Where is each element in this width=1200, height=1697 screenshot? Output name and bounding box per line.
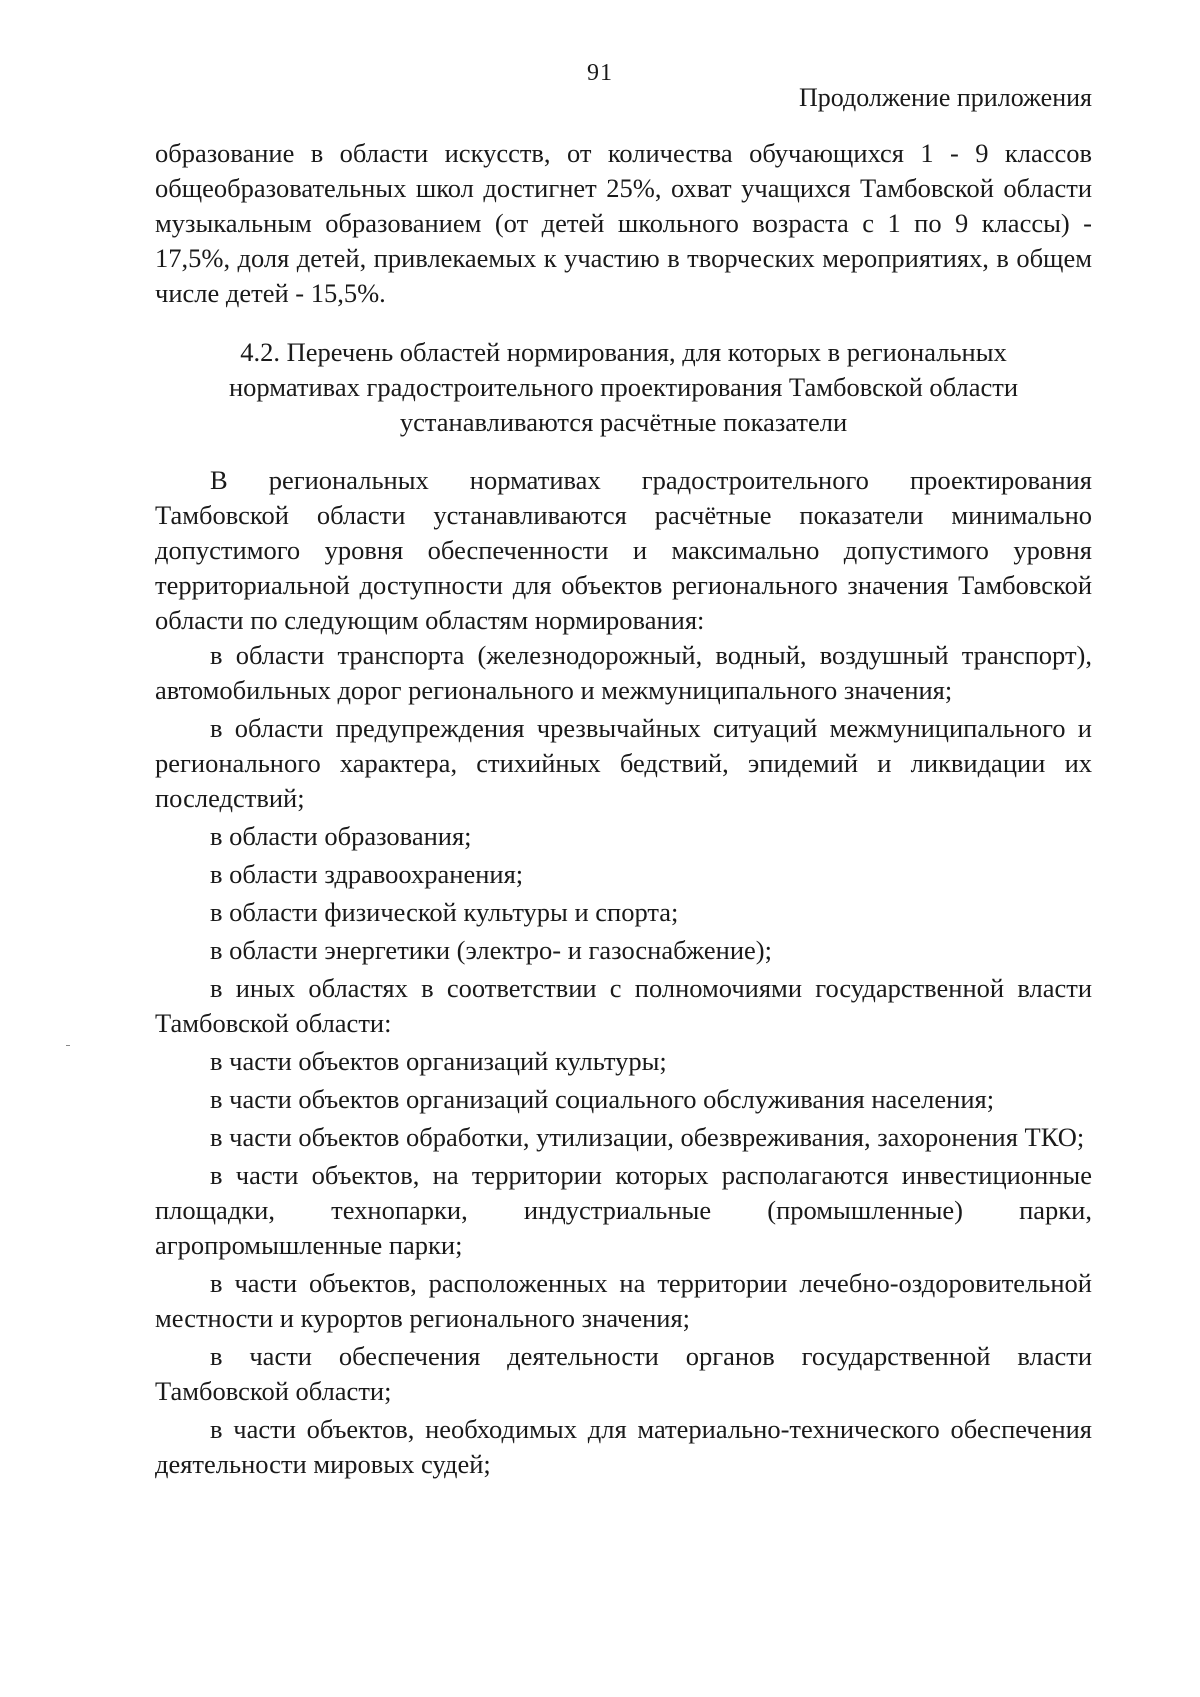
section-heading-line: нормативах градостроительного проектирования Тамбовской области [228,372,1019,402]
list-item: в области физической культуры и спорта; [210,897,679,927]
list-item: в части обеспечения деятельности органов государственной власти Тамбовской области; [155,1341,1092,1406]
list-item: в части объектов, расположенных на территории лечебно-оздоровительной местности и курортов регионального значения; [155,1268,1092,1333]
list-item: в области предупреждения чрезвычайных ситуаций межмуниципального и регионального характера, стихийных бедствий, эпидемий и ликвидации их последствий; [155,713,1092,813]
list-item: в части объектов, на территории которых располагаются инвестиционные площадки, технопарки, индустриальные (промышленные) парки, агропромышленные парки; [155,1160,1092,1260]
page-number: 91 [587,60,613,86]
list-item: в области энергетики (электро- и газоснабжение); [210,935,772,965]
list-item: в области образования; [210,821,472,851]
list-item: в части объектов организаций социального обслуживания населения; [210,1084,995,1114]
intro-paragraph: образование в области искусств, от количества обучающихся 1 - 9 классов общеобразовательных школ достигнет 25%, охват учащихся Тамбовской области музыкальным образованием (от детей школьного возраста с 1 по 9 классы) - 17,5%, доля детей, привлекаемых к участию в творческих мероприятиях, в общем числе детей - 15,5%. [155,138,1092,308]
list-item: в части объектов обработки, утилизации, обезвреживания, захоронения ТКО; [210,1122,1085,1152]
list-item: в области транспорта (железнодорожный, водный, воздушный транспорт), автомобильных дорог регионального и межмуниципального значения; [155,640,1092,705]
section-heading [155,335,1092,440]
section-heading-line: 4.2. Перечень областей нормирования, для которых в региональных [240,337,1007,367]
section-body [155,463,1092,1485]
continuation-label: Продолжение приложения [798,83,1092,112]
section-heading-line: устанавливаются расчётные показатели [399,407,848,437]
body-paragraph: В региональных нормативах градостроительного проектирования Тамбовской области устанавливаются расчётные показатели минимально допустимого уровня обеспеченности и максимально допустимого уровня территориальной доступности для объектов регионального значения Тамбовской области по следующим областям нормирования: [155,465,1092,635]
list-item: в области здравоохранения; [210,859,524,889]
list-item: в иных областях в соответствии с полномочиями государственной власти Тамбовской области: [155,973,1092,1038]
list-item: в части объектов, необходимых для материально-технического обеспечения деятельности мировых судей; [155,1414,1092,1479]
scan-mark [66,1045,70,1046]
list-item: в части объектов организаций культуры; [210,1046,667,1076]
